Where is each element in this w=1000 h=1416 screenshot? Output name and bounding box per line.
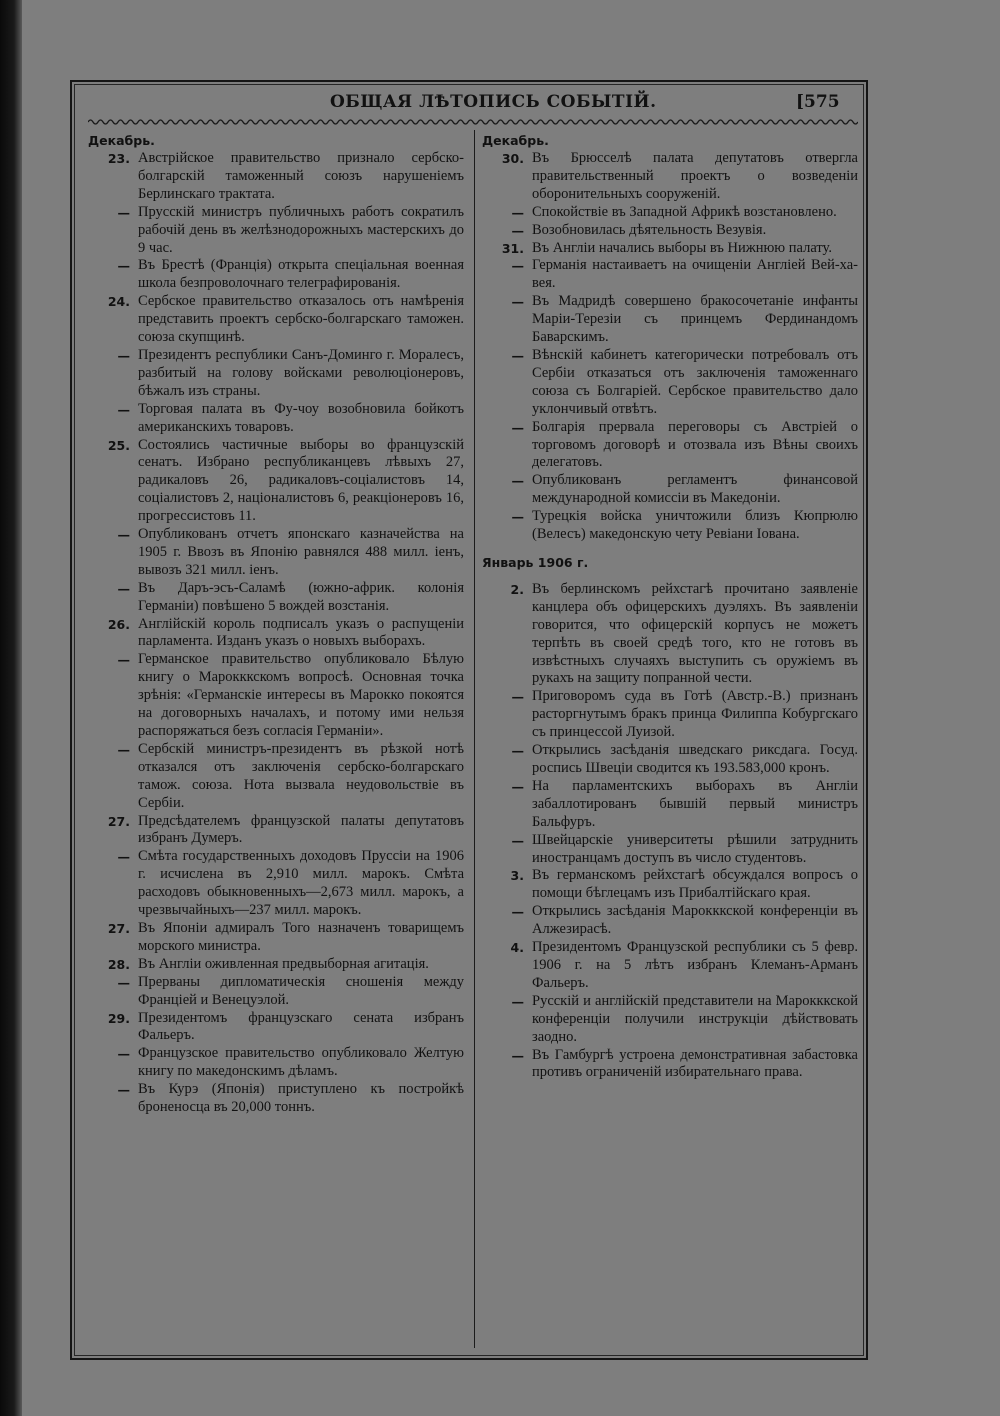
chronicle-entry <box>480 867 858 903</box>
entry-date: — <box>117 258 130 274</box>
entry-text: Опубликованъ регламентъ финансовой международной комиссіи въ Македоніи. <box>532 472 858 507</box>
running-title: ОБЩАЯ ЛѢТОПИСЬ СОБЫТІЙ. <box>330 92 657 112</box>
right-column <box>480 132 858 1082</box>
entry-text: Президентомъ французскаго сената избранъ Фальеръ. <box>138 1009 464 1044</box>
chronicle-entry <box>480 939 858 993</box>
entry-text: Опубликованъ отчетъ японскаго казначейства на 1905 г. Ввозъ въ Японію равнялся 488 милл. іенъ, вывозъ 321 милл. іенъ. <box>138 526 464 578</box>
entry-date: — <box>117 849 130 865</box>
entry-text: Въ Даръ-эсъ-Саламѣ (южно-африк. колонія Германіи) повѣшено 5 вождей возстанія. <box>138 579 464 614</box>
chronicle-entry <box>480 508 858 544</box>
entry-date: 27. <box>107 920 130 936</box>
chronicle-entry <box>480 419 858 473</box>
wavy-rule <box>88 116 858 128</box>
entry-date: — <box>511 509 524 525</box>
entry-date: — <box>117 1082 130 1098</box>
entry-text: Смѣта государственныхъ доходовъ Пруссіи на 1906 г. исчислена въ 2,910 милл. марокъ. Смѣта расходовъ обыкновенныхъ—2,673 милл. марокъ, а чрезвычайныхъ—237 милл. марокъ. <box>138 848 464 919</box>
entry-text: Австрійское правительство признало сербско-болгарскій таможенный союзъ нарушеніемъ Берлинскаго трактата. <box>138 150 464 202</box>
entry-date: — <box>511 222 524 238</box>
chronicle-entry <box>480 150 858 204</box>
book-spine-shadow <box>0 0 22 1416</box>
entry-date: 3. <box>510 868 524 884</box>
page-number: [575 <box>796 92 840 112</box>
chronicle-entry <box>86 920 464 956</box>
entry-text: Прусскій министръ публичныхъ работъ сократилъ рабочій день въ желѣзнодорожныхъ мастерскихъ до 9 час. <box>138 203 464 256</box>
entry-date: 25. <box>107 437 130 453</box>
chronicle-entry <box>86 580 464 616</box>
chronicle-entry <box>86 813 464 849</box>
entry-date: — <box>511 419 524 435</box>
entry-text: Русскій и англійскій представители на Марокккской конференціи получили инструкціи дѣйствовать заодно. <box>532 992 858 1045</box>
chronicle-entry <box>480 1047 858 1083</box>
chronicle-entry <box>86 616 464 652</box>
chronicle-entry <box>480 742 858 778</box>
entry-text: Сербское правительство отказалось отъ намѣренія представить проектъ сербско-болгарскаго таможен. союза скупщинѣ. <box>138 293 464 346</box>
entry-text: Приговоромъ суда въ Готѣ (Австр.-В.) признанъ расторгнутымъ бракъ принца Филиппа Кобургскаго съ принцессой Луизой. <box>532 688 858 741</box>
entry-text: Въ берлинскомъ рейхстагѣ прочитано заявленіе канцлера объ офицерскихъ дуэляхъ. Въ заявленіи говорится, что офицерскій корпусъ не можетъ терпѣть въ своей средѣ того, кто не готовъ въ извѣстныхъ случаяхъ выступить съ оружіемъ въ рукахъ на защиту попранной чести. <box>532 580 858 687</box>
entry-text: Возобновилась дѣятельность Везувія. <box>532 221 767 238</box>
entry-date: — <box>117 401 130 417</box>
chronicle-entry <box>480 347 858 419</box>
entry-date: — <box>511 832 524 848</box>
chronicle-entry <box>480 204 858 222</box>
entry-date: — <box>511 204 524 220</box>
entry-text: Вѣнскій кабинетъ категорически потребовалъ отъ Сербіи отказаться отъ заключенія таможеннаго союза съ Болгаріей. Сербское правительство дало уклончивый отвѣтъ. <box>532 346 858 417</box>
entry-date: — <box>511 904 524 920</box>
chronicle-entry <box>480 472 858 508</box>
entry-text: Въ Брестѣ (Франція) открыта спеціальная военная школа безпроволочнаго телеграфированія. <box>138 257 464 292</box>
month-heading: Декабрь. <box>482 133 549 148</box>
entry-date: — <box>511 294 524 310</box>
entry-date: — <box>117 974 130 990</box>
entry-text: Состоялись частичные выборы во французскій сенатъ. Избрано республиканцевъ лѣвыхъ 27, радикаловъ 26, радикаловъ-соціалистовъ 14, соціалистовъ 2, націоналистовъ 6, реакціонеровъ 16, прогрессистовъ 11. <box>138 436 464 525</box>
entry-date: 4. <box>510 940 524 956</box>
entry-date: — <box>511 993 524 1009</box>
month-heading: Декабрь. <box>88 133 155 148</box>
entry-date: — <box>117 580 130 596</box>
entry-date: — <box>117 652 130 668</box>
entry-date: — <box>117 347 130 363</box>
chronicle-entry <box>86 1010 464 1046</box>
chronicle-entry <box>86 204 464 258</box>
chronicle-entry <box>86 437 464 527</box>
entry-date: 26. <box>107 616 130 632</box>
entry-text: Англійскій король подписалъ указъ о распущеніи парламента. Изданъ указъ о новыхъ выборахъ. <box>138 615 464 650</box>
left-column <box>86 132 464 1117</box>
entry-text: Швейцарскіе университеты рѣшили затруднить иностранцамъ доступъ въ число студентовъ. <box>532 831 858 866</box>
chronicle-entry <box>86 150 464 204</box>
entry-text: Президентомъ Французской республики съ 5 февр. 1906 г. на 5 лѣтъ избранъ Клеманъ-Арманъ Фальеръ. <box>532 939 858 991</box>
chronicle-entry <box>86 1045 464 1081</box>
entry-date: — <box>117 741 130 757</box>
entry-date: — <box>511 778 524 794</box>
entry-date: — <box>117 204 130 220</box>
entry-text: Спокойствіе въ Западной Африкѣ возстановлено. <box>532 203 837 220</box>
entry-text: Въ германскомъ рейхстагѣ обсуждался вопросъ о помощи бѣглецамъ изъ Прибалтійскаго края. <box>532 867 858 902</box>
chronicle-entry <box>86 293 464 347</box>
entry-text: Открылись засѣданія шведскаго риксдага. Госуд. роспись Швеціи сводится къ 193.583,000 кронъ. <box>532 742 858 776</box>
entry-date: 28. <box>107 956 130 972</box>
entry-text: Предсѣдателемъ французской палаты депутатовъ избранъ Думеръ. <box>138 812 464 847</box>
entry-text: Французское правительство опубликовало Желтую книгу по македонскимъ дѣламъ. <box>138 1045 464 1080</box>
chronicle-entry <box>86 257 464 293</box>
entry-date: — <box>511 1047 524 1063</box>
entry-date: 31. <box>501 240 524 256</box>
entry-text: Въ Англіи оживленная предвыборная агитація. <box>138 955 429 972</box>
chronicle-entry <box>86 401 464 437</box>
entry-date: 29. <box>107 1010 130 1026</box>
month-heading-january: Январь 1906 г. <box>482 554 589 570</box>
entry-text: Въ Гамбургѣ устроена демонстративная забастовка противъ ограниченій избирательнаго права. <box>532 1046 858 1081</box>
entry-date: 23. <box>107 151 130 166</box>
chronicle-entry <box>86 956 464 974</box>
entry-text: Въ Брюсселѣ палата депутатовъ отвергла правительственный проектъ о возведеніи оборонительныхъ сооруженій. <box>532 150 858 202</box>
entry-list <box>480 581 858 1082</box>
entry-text: На парламентскихъ выборахъ въ Англіи забаллотированъ бывшій первый министръ Бальфуръ. <box>532 777 858 830</box>
entry-date: — <box>511 347 524 363</box>
entry-list <box>86 150 464 1117</box>
entry-date: — <box>117 527 130 543</box>
chronicle-entry <box>480 293 858 347</box>
column-divider <box>474 130 475 1348</box>
chronicle-entry <box>86 741 464 813</box>
entry-text: Турецкія войска уничтожили близъ Кюпрюлю (Велесъ) македонскую чету Ревіани Іована. <box>532 508 858 543</box>
entry-date: — <box>117 1046 130 1062</box>
chronicle-entry <box>480 832 858 868</box>
entry-text: Въ Мадридѣ совершено бракосочетаніе инфанты Маріи-Терезіи съ принцемъ Фердинандомъ Баварскимъ. <box>532 293 858 346</box>
chronicle-entry <box>480 993 858 1047</box>
entry-date: — <box>511 743 524 759</box>
entry-text: Болгарія прервала переговоры съ Австріей о торговомъ договорѣ и отозвала изъ Вѣны своихъ делегатовъ. <box>532 418 858 471</box>
entry-date: 27. <box>107 813 130 829</box>
chronicle-entry <box>86 651 464 741</box>
chronicle-entry <box>480 903 858 939</box>
chronicle-entry <box>86 974 464 1010</box>
entry-date: 30. <box>501 151 524 166</box>
entry-text: Германское правительство опубликовало Бѣлую книгу о Марокккскомъ вопросѣ. Основная точка зрѣнія: «Германскіе интересы въ Марокко покоятся на договорныхъ началахъ, и потому ими нельзя распоряжаться безъ согласія Германіи». <box>138 651 464 739</box>
entry-text: Прерваны дипломатическія сношенія между Франціей и Венецуэлой. <box>138 973 464 1008</box>
chronicle-entry <box>86 526 464 580</box>
chronicle-entry <box>86 347 464 401</box>
entry-text: Германія настаиваетъ на очищеніи Англіей Вей-ха-вея. <box>532 257 858 292</box>
entry-date: — <box>511 473 524 489</box>
chronicle-entry <box>480 240 858 258</box>
entry-list <box>480 150 858 544</box>
entry-text: Въ Англіи начались выборы въ Нижнюю палату. <box>532 239 832 256</box>
entry-date: 24. <box>107 294 130 310</box>
chronicle-entry <box>480 688 858 742</box>
entry-date: — <box>511 258 524 274</box>
chronicle-entry <box>480 257 858 293</box>
chronicle-entry <box>86 1081 464 1117</box>
entry-text: Сербскій министръ-президентъ въ рѣзкой нотѣ отказался отъ заключенія сербско-болгарскаго тамож. союза. Нота вызвала неудовольствіе въ Сербіи. <box>138 740 464 811</box>
entry-text: Торговая палата въ Фу-чоу возобновила бойкотъ американскихъ товаровъ. <box>138 400 464 435</box>
entry-date: 2. <box>510 581 524 597</box>
entry-text: Открылись засѣданія Марокккской конференціи въ Алжезирасѣ. <box>532 903 858 938</box>
chronicle-entry <box>480 581 858 688</box>
entry-text: Въ Курэ (Японія) приступлено къ постройкѣ броненосца въ 20,000 тоннъ. <box>138 1081 464 1116</box>
entry-text: Президентъ республики Санъ-Доминго г. Моралесъ, разбитый на голову войсками революціонеровъ, бѣжалъ изъ страны. <box>138 346 464 399</box>
entry-date: — <box>511 689 524 705</box>
chronicle-entry <box>86 848 464 920</box>
entry-text: Въ Японіи адмиралъ Того назначенъ товарищемъ морского министра. <box>138 919 464 954</box>
chronicle-entry <box>480 222 858 240</box>
chronicle-entry <box>480 778 858 832</box>
